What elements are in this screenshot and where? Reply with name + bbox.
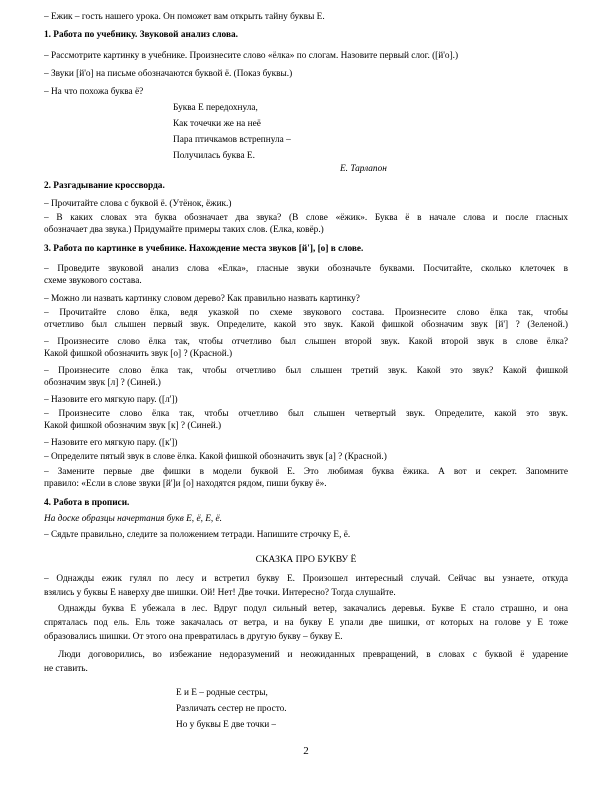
text-line: Различать сестер не просто. (176, 704, 287, 714)
text-line: спряталась под ель. Ель тоже закачалась от ветра, и на букву Е упали две шишки, от которых на голове у Е тоже (44, 618, 568, 628)
text-line: Е. Тарлапон (340, 164, 387, 174)
text-line: Какой фишкой обозначить звук [о] ? (Красной.) (44, 349, 233, 359)
text-line: 4. Работа в прописи. (44, 498, 130, 508)
text-line: Пара птичкамов встрепнула – (173, 135, 291, 145)
text-line: – Рассмотрите картинку в учебнике. Произнесите слово «ёлка» по слогам. Назовите первый слог. ([й'о].) (44, 51, 459, 61)
text-line: обозначает два звука.) Придумайте примеры таких слов. (Ёлка, ковёр.) (44, 225, 324, 235)
text-line: 2. Разгадывание кроссворда. (44, 181, 165, 191)
text-line: – Звуки [й'о] на письме обозначаются буквой ё. (Показ буквы.) (44, 69, 293, 79)
text-line: схеме звукового состава. (44, 276, 142, 286)
text-line: – Произнесите слово ёлка так, чтобы отчетливо был слышен третий звук. Какой это звук? Какой фишкой (44, 366, 568, 376)
text-line: – Ёжик – гость нашего урока. Он поможет вам открыть тайну буквы Ё. (44, 12, 325, 22)
text-line: правило: «Если в слове звуки [й']и [о] находятся рядом, пиши букву ё». (44, 479, 327, 489)
text-line: Получилась буква Ё. (173, 151, 255, 161)
text-line: – В каких словах эта буква обозначает два звука? (В слове «ёжик». Буква ё в начале слова и после гласных (44, 213, 568, 223)
text-line: не ставить. (44, 664, 88, 674)
text-line: Люди договорились, во избежание недоразумений и неожиданных превращений, в словах с буквой ё ударение (58, 650, 568, 660)
text-line: – Можно ли назвать картинку словом дерево? Как правильно назвать картинку? (44, 294, 360, 304)
text-line: – Замените первые две фишки в модели буквой Ё. Это любимая буква ёжика. А вот и секрет. Запомните (44, 467, 568, 477)
text-line: – Назовите его мягкую пару. ([л']) (44, 395, 178, 405)
text-line: – На что похожа буква ё? (44, 87, 144, 97)
text-line: – Произнесите слово ёлка так, чтобы отчетливо был слышен четвертый звук. Определите, какой это звук. (44, 409, 568, 419)
text-line: – Однажды ежик гулял по лесу и встретил букву Ё. Произошел интересный случай. Сейчас вы узнаете, откуда (44, 574, 568, 584)
text-line: Как точечки же на неё (173, 119, 261, 129)
text-line: – Назовите его мягкую пару. ([к']) (44, 438, 178, 448)
page-number: 2 (303, 746, 309, 757)
text-line: образовались шишки. От этого она превратилась в другую букву – букву Ё. (44, 632, 343, 642)
text-line: Однажды буква Е убежала в лес. Вдруг подул сильный ветер, закачались деревья. Букве Е стало страшно, и она (58, 604, 568, 614)
text-line: – Прочитайте слово ёлка, ведя указкой по схеме звукового состава. Произнесите слово ёлка так, чтобы (44, 308, 568, 318)
text-line: обозначим звук [л] ? (Синей.) (44, 378, 161, 388)
text-line: 3. Работа по картинке в учебнике. Нахождение места звуков [й'], [о] в слове. (44, 244, 364, 254)
text-line: Е и Ё – родные сестры, (176, 688, 268, 698)
text-line: – Сядьте правильно, следите за положением тетради. Напишите строчку Ё, ё. (44, 530, 351, 540)
text-line: – Произнесите слово ёлка так, чтобы отчетливо был слышен второй звук. Какой второй звук в слове ёлка? (44, 337, 568, 347)
section-title: СКАЗКА ПРО БУКВУ Ё (255, 554, 357, 565)
text-line: взялись у буквы Ё наверху две шишки. Ой! Нет! Две точки. Интересно? Тогда слушайте. (44, 588, 396, 598)
text-line: На доске образцы начертания букв Ё, ё, Ё, ё. (44, 514, 223, 524)
text-line: – Прочитайте слова с буквой ё. (Утёнок, ёжик.) (44, 199, 232, 209)
text-line: отчетливо был слышен первый звук. Определите, какой это звук. Какой фишкой обозначим звук [й'] ? (Зеленой.) (44, 320, 568, 330)
text-line: Но у буквы Ё две точки – (176, 720, 277, 730)
text-line: 1. Работа по учебнику. Звуковой анализ слова. (44, 30, 238, 40)
text-line: Буква Е передохнула, (173, 103, 258, 113)
text-line: – Определите пятый звук в слове ёлка. Какой фишкой обозначить звук [а] ? (Красной.) (44, 452, 387, 462)
text-line: – Проведите звуковой анализ слова «Ёлка», гласные звуки обозначьте буквами. Посчитайте, сколько клеточек в (44, 264, 568, 274)
text-line: Какой фишкой обозначим звук [к] ? (Синей.) (44, 421, 222, 431)
